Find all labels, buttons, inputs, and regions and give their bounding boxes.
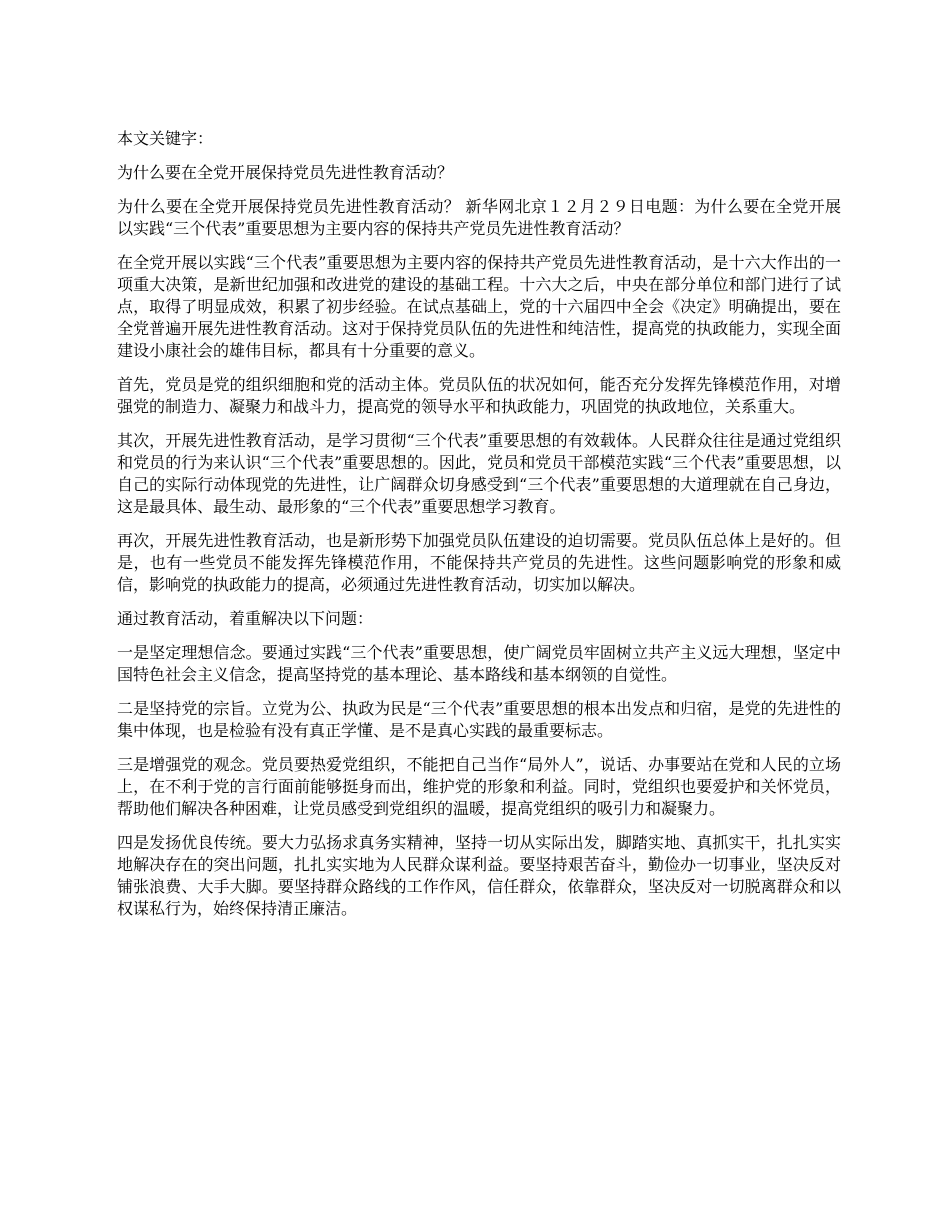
article-title: 为什么要在全党开展保持党员先进性教育活动？ xyxy=(117,163,454,182)
keywords-label: 本文关键字： xyxy=(117,129,214,148)
document-body xyxy=(117,128,841,920)
third-point-paragraph: 再次，开展先进性教育活动，也是新形势下加强党员队伍建设的迫切需要。党员队伍总体上是好的。但是，也有一些党员不能发挥先锋模范作用，不能保持共产党员的先进性。这些问题影响党的形象和威信，影响党的执政能力的提高，必须通过先进性教育活动，切实加以解决。 xyxy=(117,531,841,594)
news-lead-paragraph: 为什么要在全党开展保持党员先进性教育活动？ 新华网北京１２月２９日电题：为什么要在全党开展以实践“三个代表”重要思想为主要内容的保持共产党员先进性教育活动？ xyxy=(117,197,841,238)
issue-three-paragraph: 三是增强党的观念。党员要热爱党组织，不能把自己当作“局外人”，说话、办事要站在党和人民的立场上，在不利于党的言行面前能够挺身而出，维护党的形象和利益。同时，党组织也要爱护和关怀党员，帮助他们解决各种困难，让党员感受到党组织的温暖，提高党组织的吸引力和凝聚力。 xyxy=(117,755,841,818)
issue-two-paragraph: 二是坚持党的宗旨。立党为公、执政为民是“三个代表”重要思想的根本出发点和归宿，是党的先进性的集中体现，也是检验有没有真正学懂、是不是真心实践的最重要标志。 xyxy=(117,699,841,740)
issues-intro-paragraph: 通过教育活动，着重解决以下问题： xyxy=(117,609,374,628)
second-point-paragraph: 其次，开展先进性教育活动，是学习贯彻“三个代表”重要思想的有效载体。人民群众往往是通过党组织和党员的行为来认识“三个代表”重要思想的。因此，党员和党员干部模范实践“三个代表”重要思想，以自己的实际行动体现党的先进性，让广阔群众切身感受到“三个代表”重要思想的大道理就在自己身边，这是最具体、最生动、最形象的“三个代表”重要思想学习教育。 xyxy=(117,431,841,516)
intro-paragraph: 在全党开展以实践“三个代表”重要思想为主要内容的保持共产党员先进性教育活动，是十六大作出的一项重大决策，是新世纪加强和改进党的建设的基础工程。十六大之后，中央在部分单位和部门进行了试点，取得了明显成效，积累了初步经验。在试点基础上，党的十六届四中全会《决定》明确提出，要在全党普遍开展先进性教育活动。这对于保持党员队伍的先进性和纯洁性，提高党的执政能力，实现全面建设小康社会的雄伟目标，都具有十分重要的意义。 xyxy=(117,253,841,360)
issue-four-paragraph: 四是发扬优良传统。要大力弘扬求真务实精神，坚持一切从实际出发，脚踏实地、真抓实干，扎扎实实地解决存在的突出问题，扎扎实实地为人民群众谋利益。要坚持艰苦奋斗，勤俭办一切事业，坚决反对铺张浪费、大手大脚。要坚持群众路线的工作作风，信任群众，依靠群众，坚决反对一切脱离群众和以权谋私行为，始终保持清正廉洁。 xyxy=(117,833,841,918)
first-point-paragraph: 首先，党员是党的组织细胞和党的活动主体。党员队伍的状况如何，能否充分发挥先锋模范作用，对增强党的制造力、凝聚力和战斗力，提高党的领导水平和执政能力，巩固党的执政地位，关系重大。 xyxy=(117,375,841,416)
issue-one-paragraph: 一是坚定理想信念。要通过实践“三个代表”重要思想，使广阔党员牢固树立共产主义远大理想，坚定中国特色社会主义信念，提高坚持党的基本理论、基本路线和基本纲领的自觉性。 xyxy=(117,643,841,684)
